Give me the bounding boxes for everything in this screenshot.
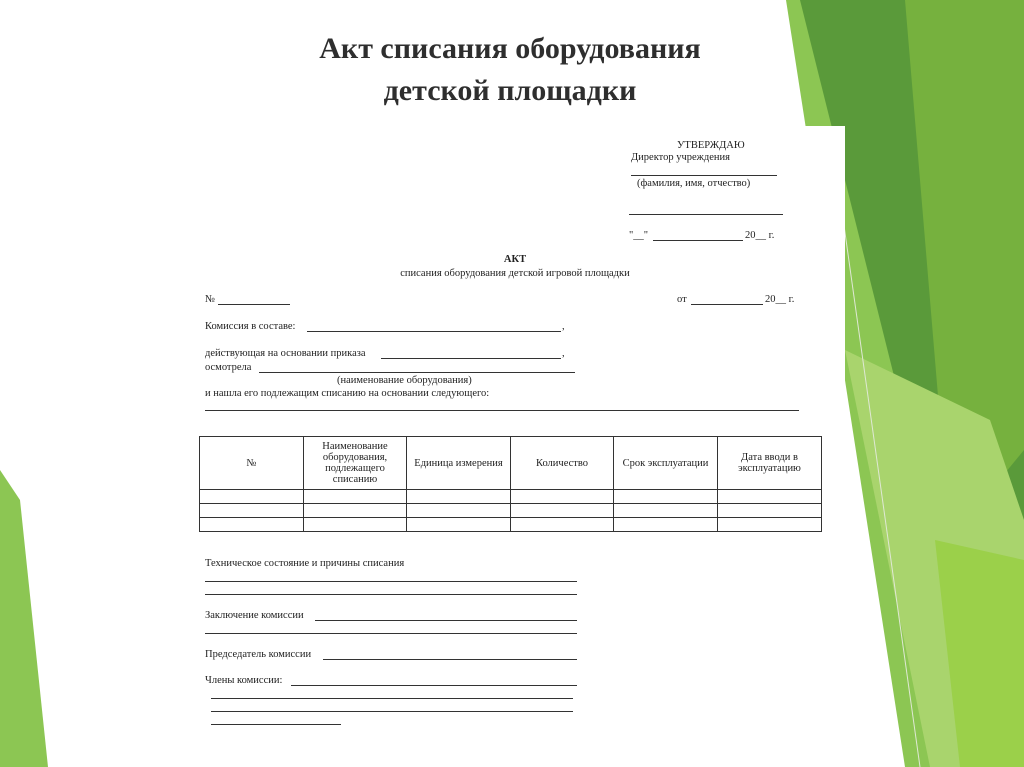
- approve-date-prefix: "__": [629, 230, 649, 241]
- order-comma: ,: [562, 348, 565, 359]
- approve-heading: УТВЕРЖДАЮ: [677, 140, 745, 151]
- table-header-row: [200, 437, 822, 490]
- table-cell[interactable]: [304, 518, 407, 532]
- slide-title-line2: детской площадки: [383, 74, 637, 107]
- approve-date-year: 20__ г.: [745, 230, 775, 241]
- table-cell[interactable]: [200, 504, 304, 518]
- slide-title: [240, 28, 780, 112]
- act-subtitle: списания оборудования детской игровой площадки: [400, 268, 630, 279]
- table-cell[interactable]: [200, 518, 304, 532]
- slide-title-line1: Акт списания оборудования: [319, 32, 701, 65]
- table-cell[interactable]: [718, 518, 822, 532]
- conclusion-line-2: [205, 633, 577, 634]
- col-term: Срок эксплуатации: [614, 437, 718, 490]
- equipment-table: [199, 436, 822, 532]
- order-line: [381, 358, 561, 359]
- tech-label: Техническое состояние и причины списания: [205, 558, 405, 569]
- table-row: [200, 504, 822, 518]
- from-label: от: [677, 294, 687, 305]
- tech-line-2: [205, 594, 577, 595]
- conclusion-label: Заключение комиссии: [205, 610, 304, 621]
- members-line-3: [211, 711, 573, 712]
- members-line-4: [211, 724, 341, 725]
- inspected-label: осмотрела: [205, 362, 252, 373]
- members-label: Члены комиссии:: [205, 675, 283, 686]
- act-document: [185, 126, 845, 746]
- tech-line-1: [205, 581, 577, 582]
- table-cell[interactable]: [718, 504, 822, 518]
- table-cell[interactable]: [614, 504, 718, 518]
- table-cell[interactable]: [407, 490, 511, 504]
- table-cell[interactable]: [304, 490, 407, 504]
- table-cell[interactable]: [511, 518, 614, 532]
- from-date-line: [691, 304, 763, 305]
- approve-date-line: [653, 240, 743, 241]
- members-line-1: [291, 685, 577, 686]
- col-unit: Единица измерения: [407, 437, 511, 490]
- table-cell[interactable]: [511, 490, 614, 504]
- table-cell[interactable]: [304, 504, 407, 518]
- act-title: АКТ: [503, 254, 527, 265]
- approve-name-hint: (фамилия, имя, отчество): [637, 178, 751, 189]
- approve-name-line: [631, 175, 777, 176]
- table-row: [200, 490, 822, 504]
- table-cell[interactable]: [200, 490, 304, 504]
- col-start-date: Дата вводи в эксплуатацию: [718, 437, 822, 490]
- equipment-hint: (наименование оборудования): [337, 375, 472, 386]
- conclusion-line-1: [315, 620, 577, 621]
- approve-position: Директор учреждения: [631, 152, 730, 163]
- chairman-label: Председатель комиссии: [205, 649, 312, 660]
- col-quantity: Количество: [511, 437, 614, 490]
- commission-comma: ,: [562, 321, 565, 332]
- table-row: [200, 518, 822, 532]
- table-cell[interactable]: [614, 518, 718, 532]
- col-number: №: [200, 437, 304, 490]
- col-name: Наименование оборудования, подлежащего списанию: [304, 437, 407, 490]
- subject-text: и нашла его подлежащим списанию на основании следующего:: [205, 388, 490, 399]
- order-label: действующая на основании приказа: [205, 348, 366, 359]
- subject-line: [205, 410, 799, 411]
- members-line-2: [211, 698, 573, 699]
- commission-line: [307, 331, 561, 332]
- table-cell[interactable]: [511, 504, 614, 518]
- approve-signature-line: [629, 214, 783, 215]
- from-year: 20__ г.: [765, 294, 795, 305]
- table-cell[interactable]: [407, 518, 511, 532]
- green-sliver-left: [0, 470, 48, 767]
- commission-label: Комиссия в составе:: [205, 321, 296, 332]
- table-cell[interactable]: [614, 490, 718, 504]
- inspected-line: [259, 372, 575, 373]
- chairman-line: [323, 659, 577, 660]
- number-label: №: [205, 294, 216, 305]
- table-cell[interactable]: [407, 504, 511, 518]
- number-line: [218, 304, 290, 305]
- table-cell[interactable]: [718, 490, 822, 504]
